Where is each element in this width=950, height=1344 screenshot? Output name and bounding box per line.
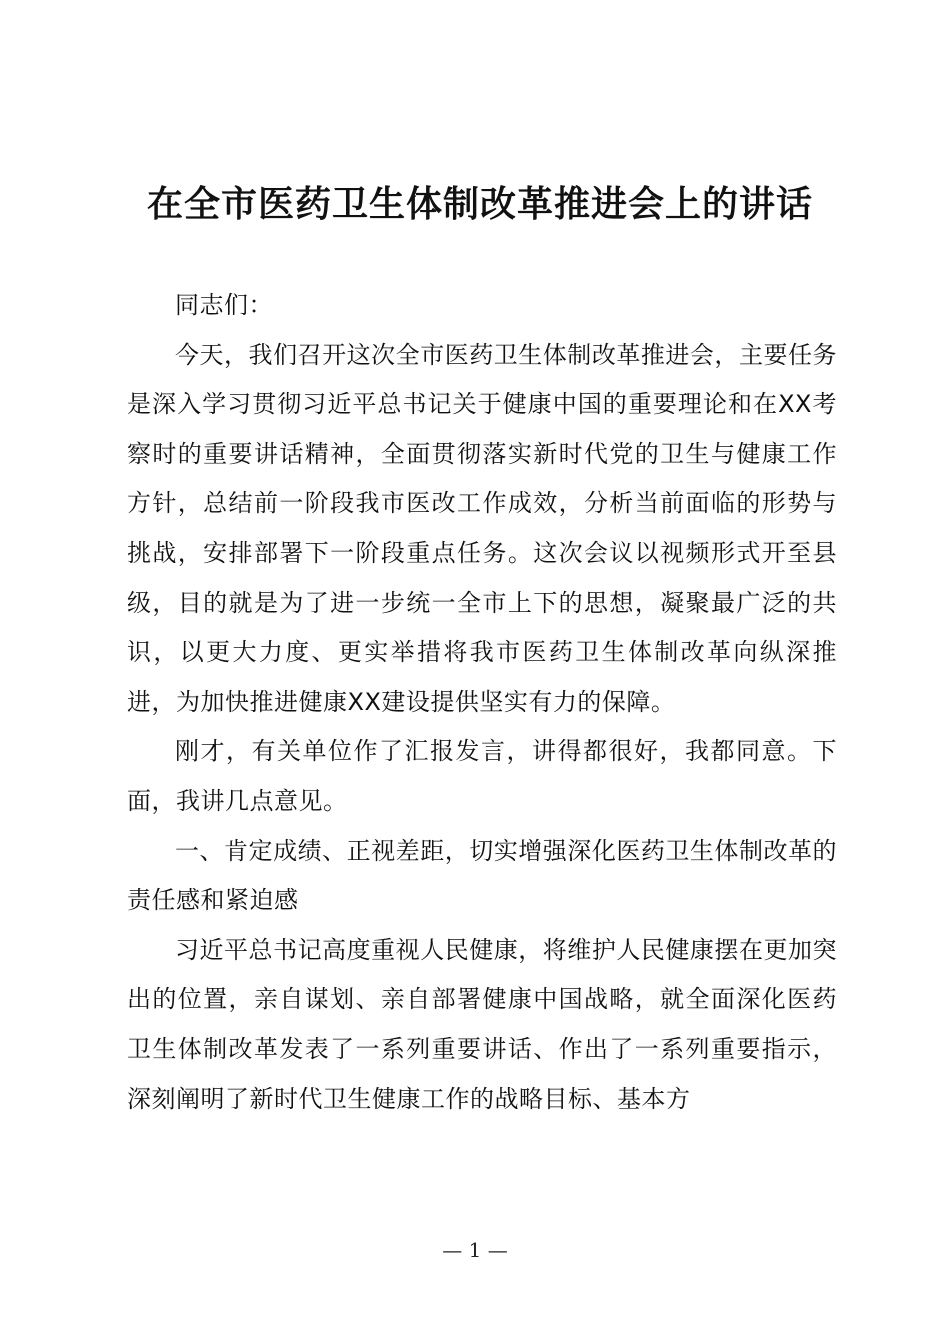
salutation: 同志们： [175,291,273,319]
paragraph-transition: 刚才，有关单位作了汇报发言，讲得都很好，我都同意。下面，我讲几点意见。 [127,737,837,815]
document-body [127,281,837,1124]
page-number: — 1 — [442,1238,508,1262]
section-heading: 一、肯定成绩、正视差距，切实增强深化医药卫生体制改革的责任感和紧迫感 [127,836,837,915]
paragraph-section-one: 习近平总书记高度重视人民健康，将维护人民健康摆在更加突出的位置，亲自谋划、亲自部署健康中国战略，就全面深化医药卫生体制改革发表了一系列重要讲话、作出了一系列重要指示，深刻阐明了新时代卫生健康工作的战略目标、基本方 [127,935,837,1113]
document-title: 在全市医药卫生体制改革推进会上的讲话 [146,183,813,225]
paragraph-opening: 今天，我们召开这次全市医药卫生体制改革推进会，主要任务是深入学习贯彻习近平总书记关于健康中国的重要理论和在XX考察时的重要讲话精神，全面贯彻落实新时代党的卫生与健康工作方针，总结前一阶段我市医改工作成效，分析当前面临的形势与挑战，安排部署下一阶段重点任务。这次会议以视频形式开至县级，目的就是为了进一步统一全市上下的思想，凝聚最广泛的共识，以更大力度、更实举措将我市医药卫生体制改革向纵深推进，为加快推进健康XX建设提供坚实有力的保障。 [127,340,837,716]
